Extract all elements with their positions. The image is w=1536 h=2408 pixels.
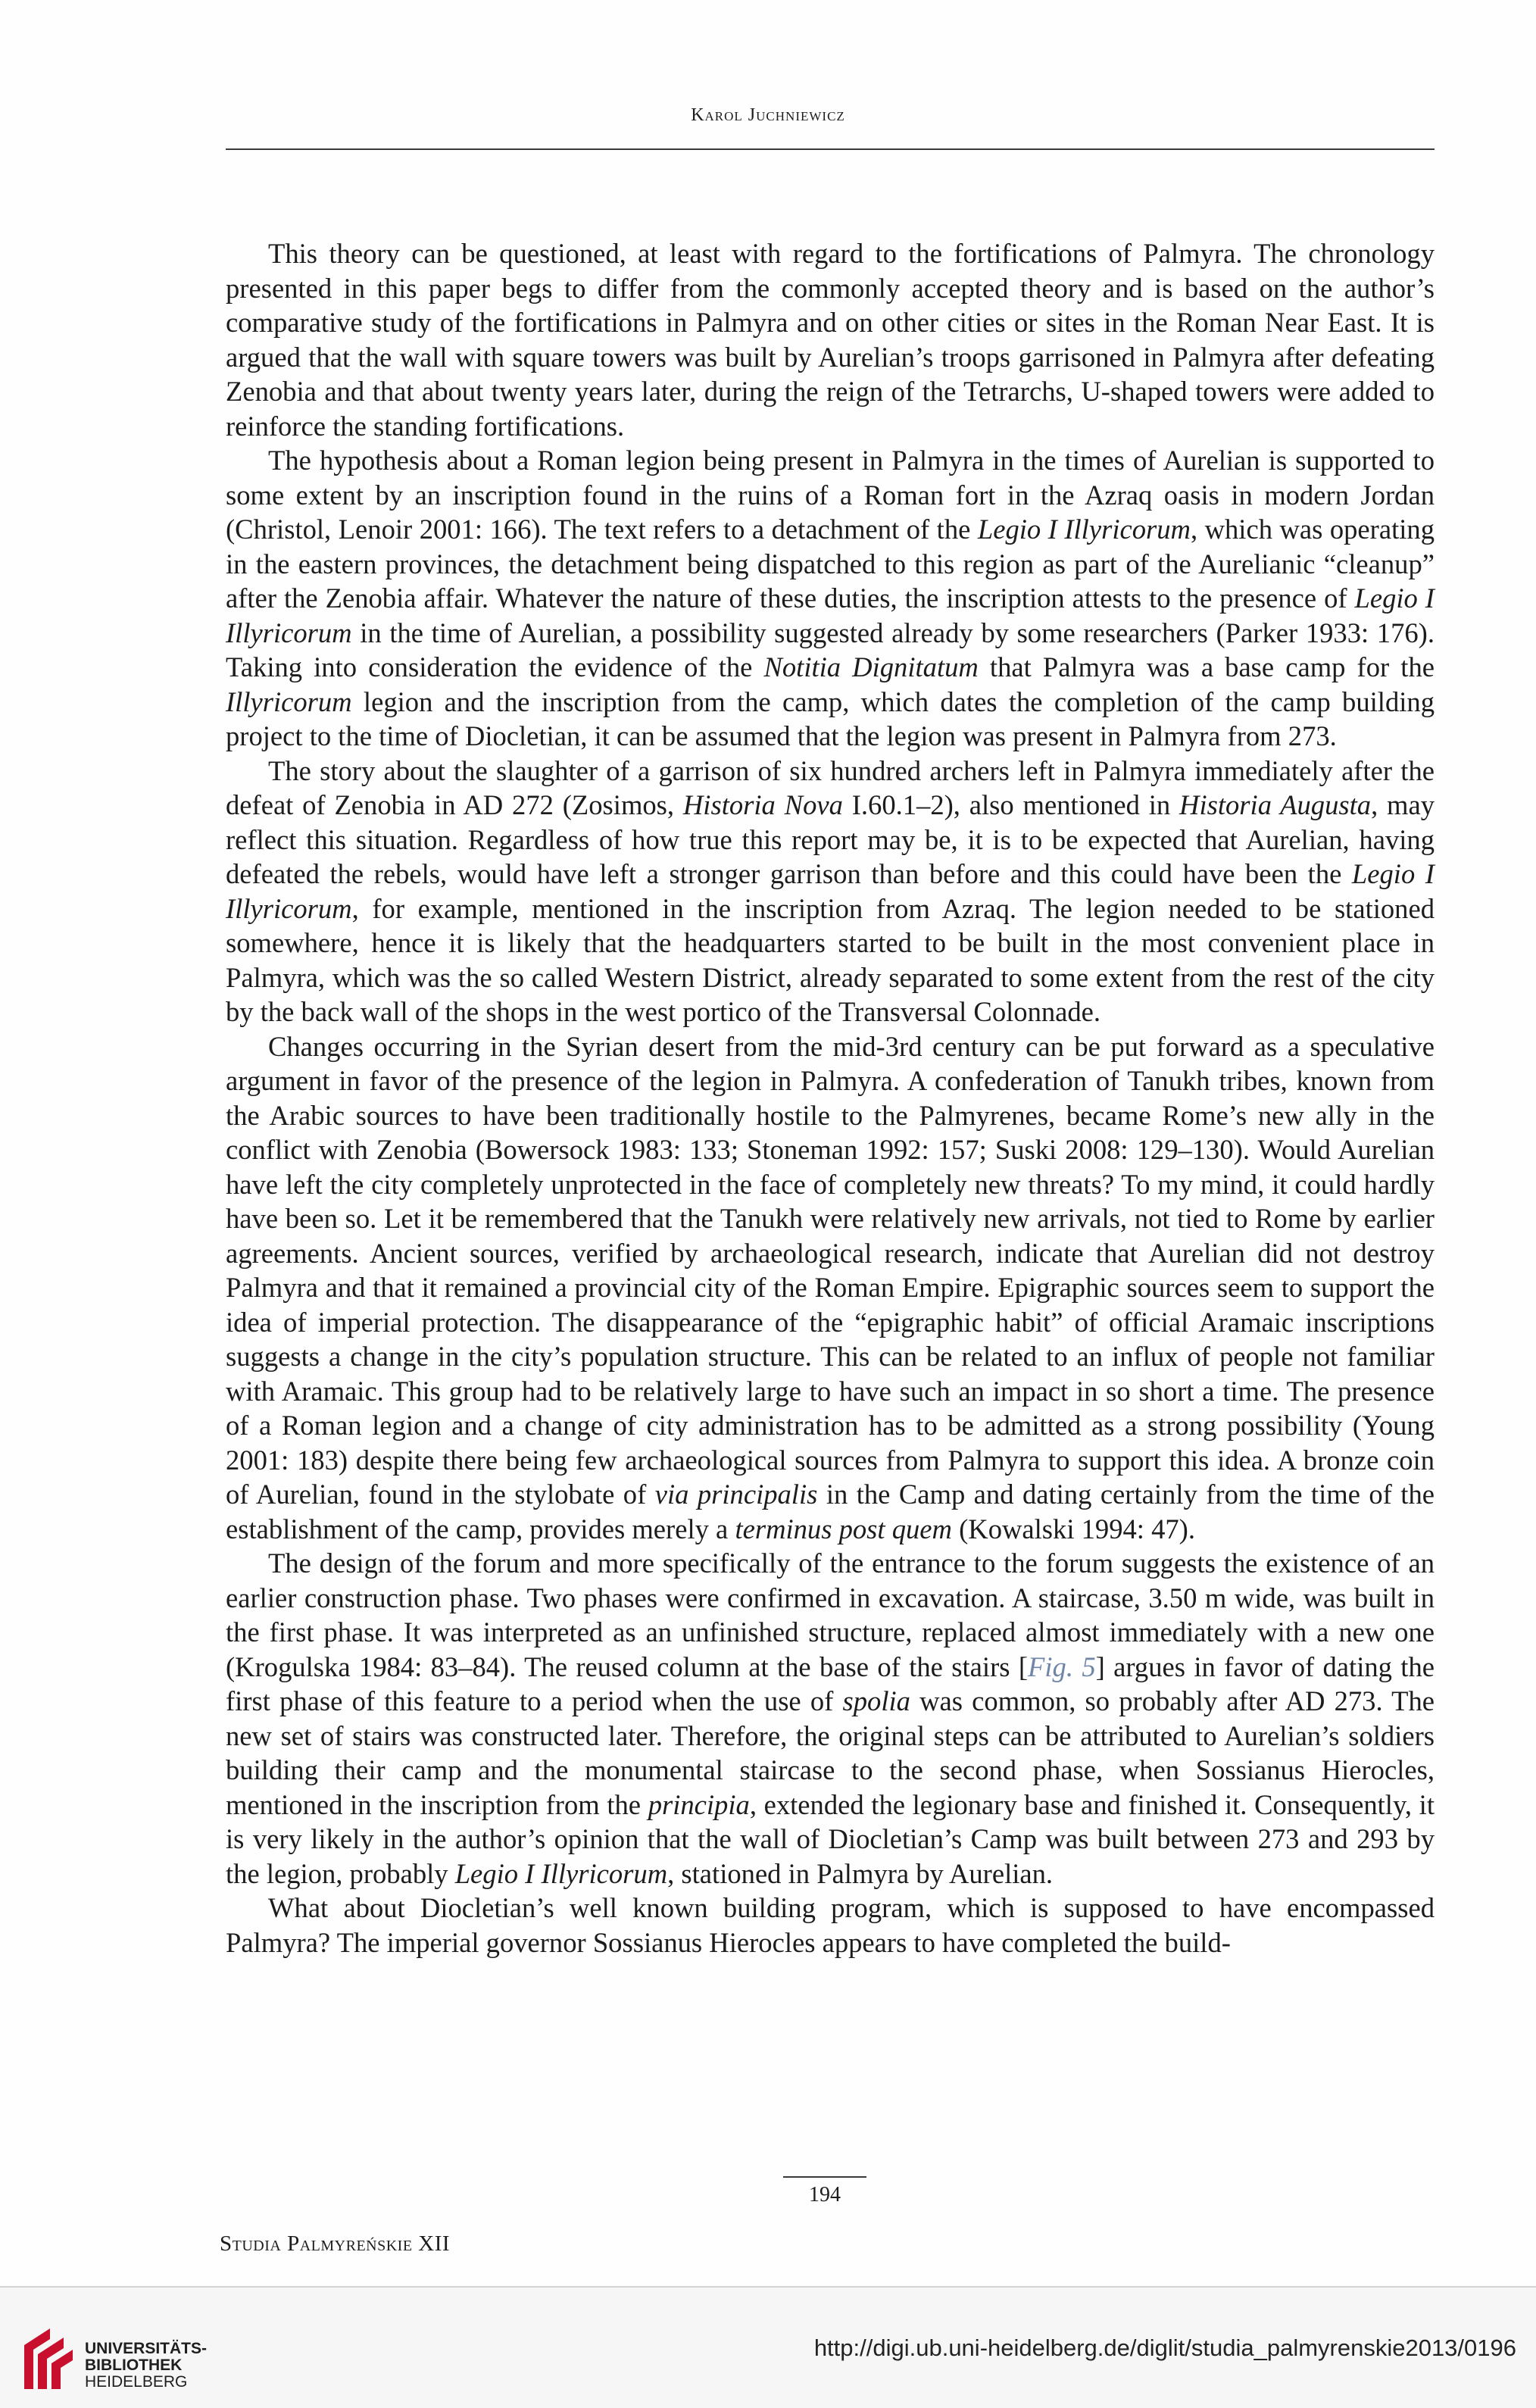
- library-name-line-2: BIBLIOTHEK: [85, 2356, 183, 2374]
- italic-term: via principalis: [654, 1479, 818, 1510]
- digitization-footer: [0, 2286, 1536, 2408]
- paragraph: [226, 443, 1435, 754]
- journal-name: Studia Palmyreńskie XII: [220, 2232, 451, 2256]
- paragraph: [226, 1891, 1435, 1960]
- permalink-url[interactable]: http://digi.ub.uni-heidelberg.de/diglit/studia_palmyrenskie2013/0196: [813, 2335, 1516, 2361]
- text-run: , for example, mentioned in the inscription from Azraq. The legion needed to be stationed somewhere, hence it is likely that the headquarters started to be built in the most convenient place in Palmyra, which was the so called Western District, already separated to some extent from the rest of the city by the back wall of the shops in the west portico of the Transversal Colonnade.: [226, 892, 1435, 1027]
- text-run: , stationed in Palmyra by Aurelian.: [667, 1857, 1054, 1889]
- italic-term: Illyricorum: [226, 686, 352, 717]
- text-run: in the Camp and dating certainly from the time of the establishment of the camp, provides merely a: [226, 1479, 1435, 1544]
- text-run: , may reflect this situation. Regardless of how true this report may be, it is to be expected that Aurelian, having defeated the rebels, would have left a stronger garrison than before and this could have been the: [226, 789, 1435, 889]
- text-run: The story about the slaughter of a garrison of six hundred archers left in Palmyra immediately after the defeat of Zenobia in AD 272 (Zosimos,: [226, 754, 1435, 820]
- footer-divider: [0, 2286, 1536, 2288]
- text-run: that Palmyra was a base camp for the: [978, 651, 1435, 682]
- page-number: 194: [809, 2183, 841, 2207]
- text-run: ] argues in favor of dating the first phase of this feature to a period when the use of: [226, 1651, 1435, 1716]
- paragraph: [226, 236, 1435, 443]
- text-run: legion and the inscription from the camp, which dates the completion of the camp building project to the time of Diocletian, it can be assumed that the legion was present in Palmyra from 273.: [226, 686, 1435, 751]
- library-name-line-1: UNIVERSITÄTS-: [85, 2340, 208, 2357]
- figure-reference-link[interactable]: Fig. 5: [1028, 1651, 1096, 1682]
- text-run: I.60.1–2), also mentioned in: [842, 789, 1180, 820]
- library-name-line-3: HEIDELBERG: [85, 2373, 188, 2391]
- text-run: (Kowalski 1994: 47).: [951, 1513, 1196, 1544]
- text-run: in the time of Aurelian, a possibility suggested already by some researchers (Parker 1933: 176). Taking into consideration the evidence of the: [226, 617, 1435, 682]
- library-name: [85, 2341, 207, 2391]
- italic-term: Legio I Illyricorum: [226, 582, 1435, 648]
- folio-rule: [783, 2176, 866, 2178]
- italic-term: terminus post quem: [735, 1513, 952, 1544]
- paragraph: [226, 1029, 1435, 1547]
- article-body: [226, 236, 1435, 1960]
- italic-term: Notitia Dignitatum: [763, 651, 979, 682]
- paragraph: [226, 754, 1435, 1029]
- italic-term: Historia Nova: [682, 789, 843, 820]
- italic-term: Legio I Illyricorum: [226, 858, 1435, 924]
- running-head: Karol Juchniewicz: [691, 105, 845, 125]
- italic-term: Historia Augusta: [1179, 789, 1372, 820]
- paragraph: [226, 1546, 1435, 1891]
- text-run: This theory can be questioned, at least with regard to the fortifications of Palmyra. The chronology presented in this paper begs to differ from the commonly accepted theory and is based on the author’s comparative study of the fortifications in Palmyra and on other cities or sites in the Roman Near East. It is argued that the wall with square towers was built by Aurelian’s troops garrisoned in Palmyra after defeating Zenobia and that about twenty years later, during the reign of the Tetrarchs, U-shaped towers were added to reinforce the standing fortifications.: [226, 238, 1435, 442]
- text-run: was common, so probably after AD 273. The new set of stairs was constructed later. Therefore, the original steps can be attributed to Aurelian’s soldiers building their camp and the monumental staircase to the second phase, when Sossianus Hierocles, mentioned in the inscription from the: [226, 1685, 1435, 1820]
- italic-term: principia: [648, 1788, 750, 1820]
- text-run: The hypothesis about a Roman legion being present in Palmyra in the times of Aurelian is supported to some extent by an inscription found in the ruins of a Roman fort in the Azraq oasis in modern Jordan (Christol, Lenoir 2001: 166). The text refers to a detachment of the: [226, 445, 1435, 545]
- text-run: , which was operating in the eastern provinces, the detachment being dispatched to this region as part of the Aurelianic “cleanup” after the Zenobia affair. Whatever the nature of these duties, the inscription attests to the presence of: [226, 514, 1435, 614]
- italic-term: spolia: [842, 1685, 910, 1716]
- text-run: The design of the forum and more specifically of the entrance to the forum suggests the existence of an earlier construction phase. Two phases were confirmed in excavation. A staircase, 3.50 m wide, was built in the first phase. It was interpreted as an unfinished structure, replaced almost immediately with a new one (Krogulska 1984: 83–84). The reused column at the base of the stairs [: [226, 1548, 1435, 1682]
- text-run: What about Diocletian’s well known building program, which is supposed to have encompassed Palmyra? The imperial governor Sossianus Hierocles appears to have completed the build-: [226, 1892, 1435, 1958]
- university-library-logo-icon: [20, 2322, 77, 2395]
- text-run: , extended the legionary base and finished it. Consequently, it is very likely in the author’s opinion that the wall of Diocletian’s Camp was built between 273 and 293 by the legion, probably: [226, 1788, 1435, 1889]
- italic-term: Legio I Illyricorum: [454, 1857, 668, 1889]
- text-run: Changes occurring in the Syrian desert from the mid-3rd century can be put forward as a speculative argument in favor of the presence of the legion in Palmyra. A confederation of Tanukh tribes, known from the Arabic sources to have been traditionally hostile to the Palmyrenes, became Rome’s new ally in the conflict with Zenobia (Bowersock 1983: 133; Stoneman 1992: 157; Suski 2008: 129–130). Would Aurelian have left the city completely unprotected in the face of completely new threats? To my mind, it could hardly have been so. Let it be remembered that the Tanukh were relatively new arrivals, not tied to Rome by earlier agreements. Ancient sources, verified by archaeological research, indicate that Aurelian did not destroy Palmyra and that it remained a provincial city of the Roman Empire. Epigraphic sources seem to support the idea of imperial protection. The disappearance of the “epigraphic habit” of official Aramaic inscriptions suggests a change in the city’s population structure. This can be related to an influx of people not familiar with Aramaic. This group had to be relatively large to have such an impact in so short a time. The presence of a Roman legion and a change of city administration has to be admitted as a strong possibility (Young 2001: 183) despite there being few archaeological sources from Palmyra to support this idea. A bronze coin of Aurelian, found in the stylobate of: [226, 1030, 1435, 1510]
- italic-term: Legio I Illyricorum: [977, 514, 1191, 545]
- header-rule: [226, 148, 1435, 150]
